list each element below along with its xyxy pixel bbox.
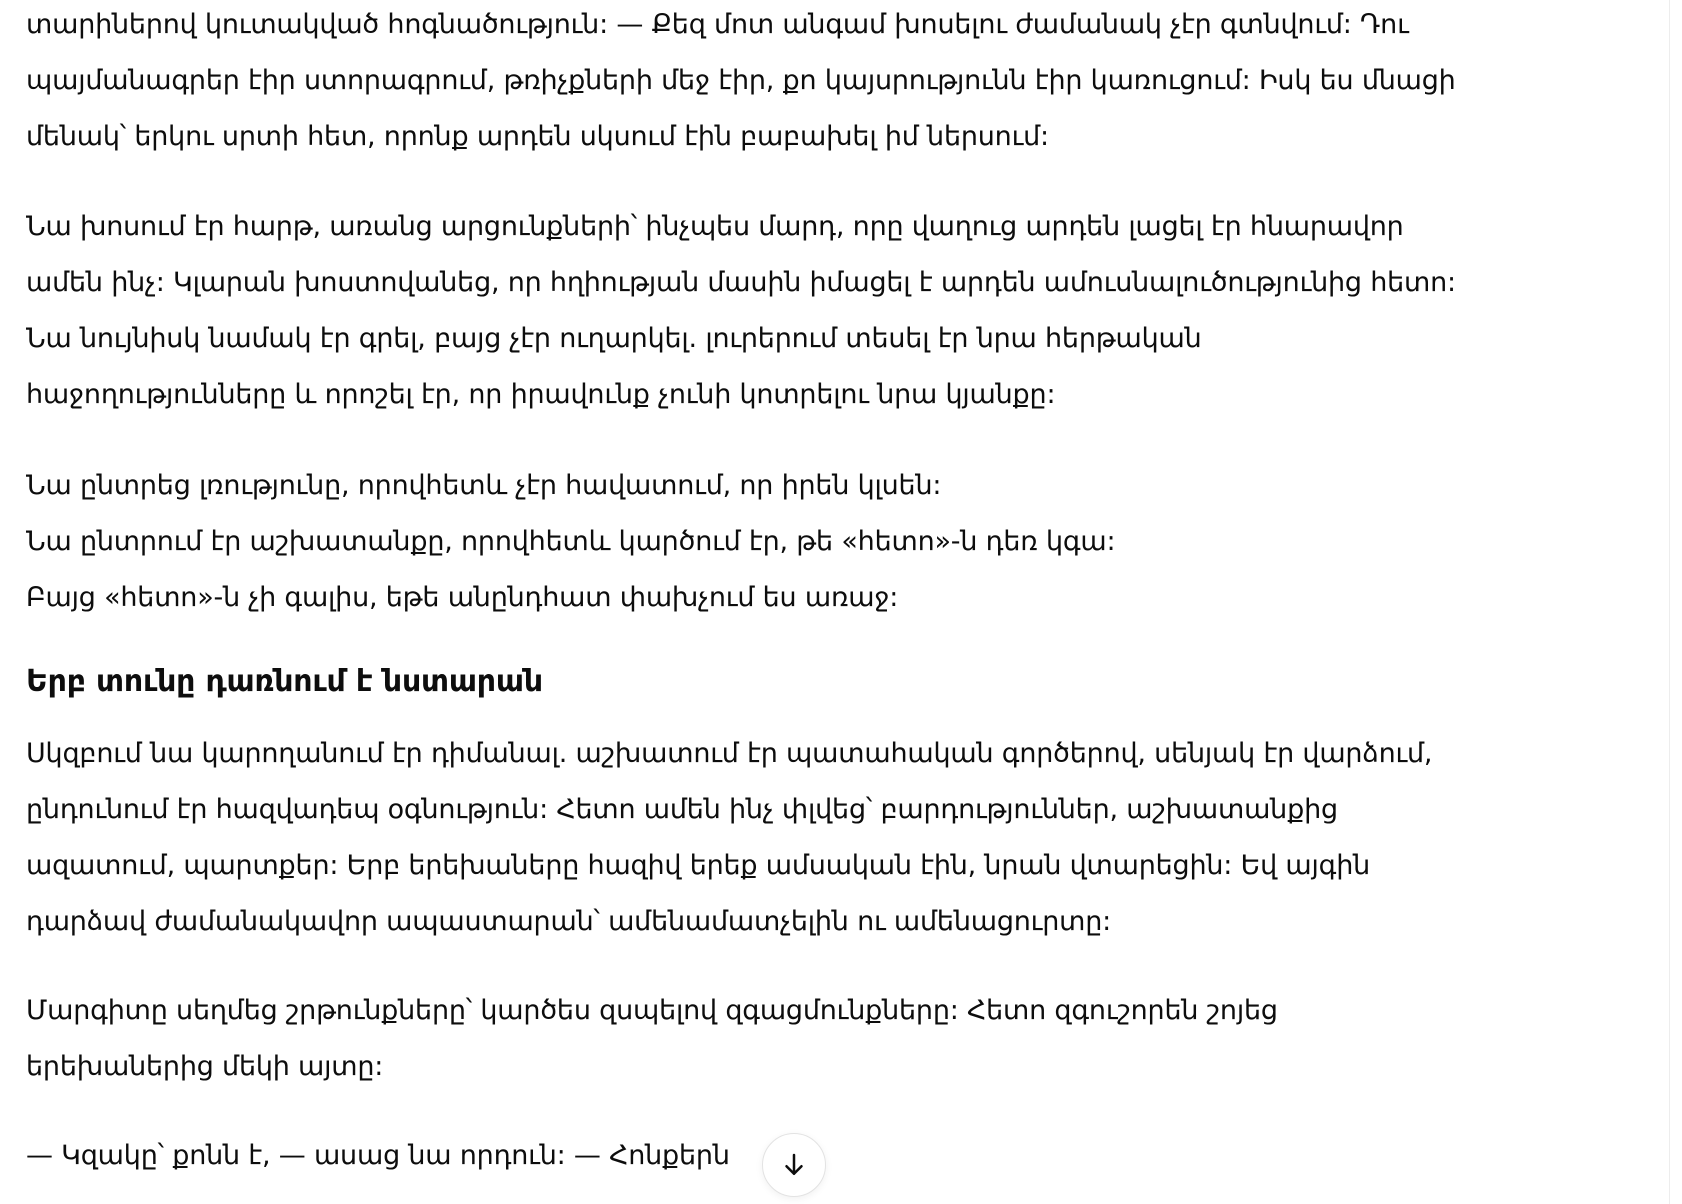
paragraph-line: Նա ընտրում էր աշխատանքը, որովհետև կարծում էր, թե «հետո»-ն դեռ կգա:: [26, 526, 1116, 557]
paragraph-line: հաջողությունները և որոշել էր, որ իրավունք չունի կոտրելու նրա կյանքը:: [26, 379, 1056, 410]
paragraph-line: դարձավ ժամանակավոր ապաստարան՝ ամենամատչելին ու ամենացուրտը:: [26, 906, 1112, 937]
paragraph-6: [26, 1128, 730, 1184]
paragraph-line: Մարգիտը սեղմեց շրթունքները՝ կարծես զսպելով զգացմունքները: Հետո զգուշորեն շոյեց: [26, 995, 1278, 1026]
scroll-to-bottom-button[interactable]: [762, 1133, 826, 1197]
paragraph-line: Նա նույնիսկ նամակ էր գրել, բայց չէր ուղարկել. լուրերում տեսել էր նրա հերթական: [26, 323, 1202, 354]
section-heading: Երբ տունը դառնում է նստարան: [26, 664, 543, 699]
paragraph-line: ընդունում էր հազվադեպ օգնություն: Հետո ամեն ինչ փլվեց՝ բարդություններ, աշխատանքից: [26, 794, 1338, 825]
scrollbar-track: [1669, 0, 1670, 1204]
paragraph-line: տարիներով կուտակված հոգնածություն: — Քեզ մոտ անգամ խոսելու ժամանակ չէր գտնվում: Դու: [26, 9, 1409, 40]
paragraph-4: [26, 726, 1432, 950]
paragraph-line: ազատում, պարտքեր: Երբ երեխաները հազիվ երեք ամսական էին, նրան վտարեցին: Եվ այգին: [26, 850, 1371, 881]
paragraph-2: [26, 199, 1456, 423]
paragraph-line: Նա խոսում էր հարթ, առանց արցունքների՝ ինչպես մարդ, որը վաղուց արդեն լացել էր հնարավոր: [26, 211, 1404, 242]
paragraph-line: Նա ընտրեց լռությունը, որովհետև չէր հավատում, որ իրեն կլսեն:: [26, 470, 942, 501]
paragraph-3: [26, 458, 1115, 626]
paragraph-line: մենակ՝ երկու սրտի հետ, որոնք արդեն սկսում էին բաբախել իմ ներսում:: [26, 121, 1049, 152]
paragraph-line: ամեն ինչ: Կլարան խոստովանեց, որ հղիության մասին իմացել է արդեն ամուսնալուծությունից հետո:: [26, 267, 1456, 298]
arrow-down-icon: [779, 1150, 809, 1180]
paragraph-line: Բայց «հետո»-ն չի գալիս, եթե անընդհատ փախչում ես առաջ:: [26, 582, 899, 613]
paragraph-line: պայմանագրեր էիր ստորագրում, թռիչքների մեջ էիր, քո կայսրությունն էիր կառուցում: Իսկ ես մնացի: [26, 65, 1456, 96]
paragraph-5: [26, 983, 1278, 1095]
paragraph-1: [26, 0, 1456, 165]
paragraph-line: Սկզբում նա կարողանում էր դիմանալ. աշխատում էր պատահական գործերով, սենյակ էր վարձում,: [26, 738, 1433, 769]
paragraph-line: — Կզակը՝ քոնն է, — ասաց նա որդուն: — Հոնքերն: [26, 1140, 730, 1171]
paragraph-line: երեխաներից մեկի այտը:: [26, 1051, 384, 1082]
